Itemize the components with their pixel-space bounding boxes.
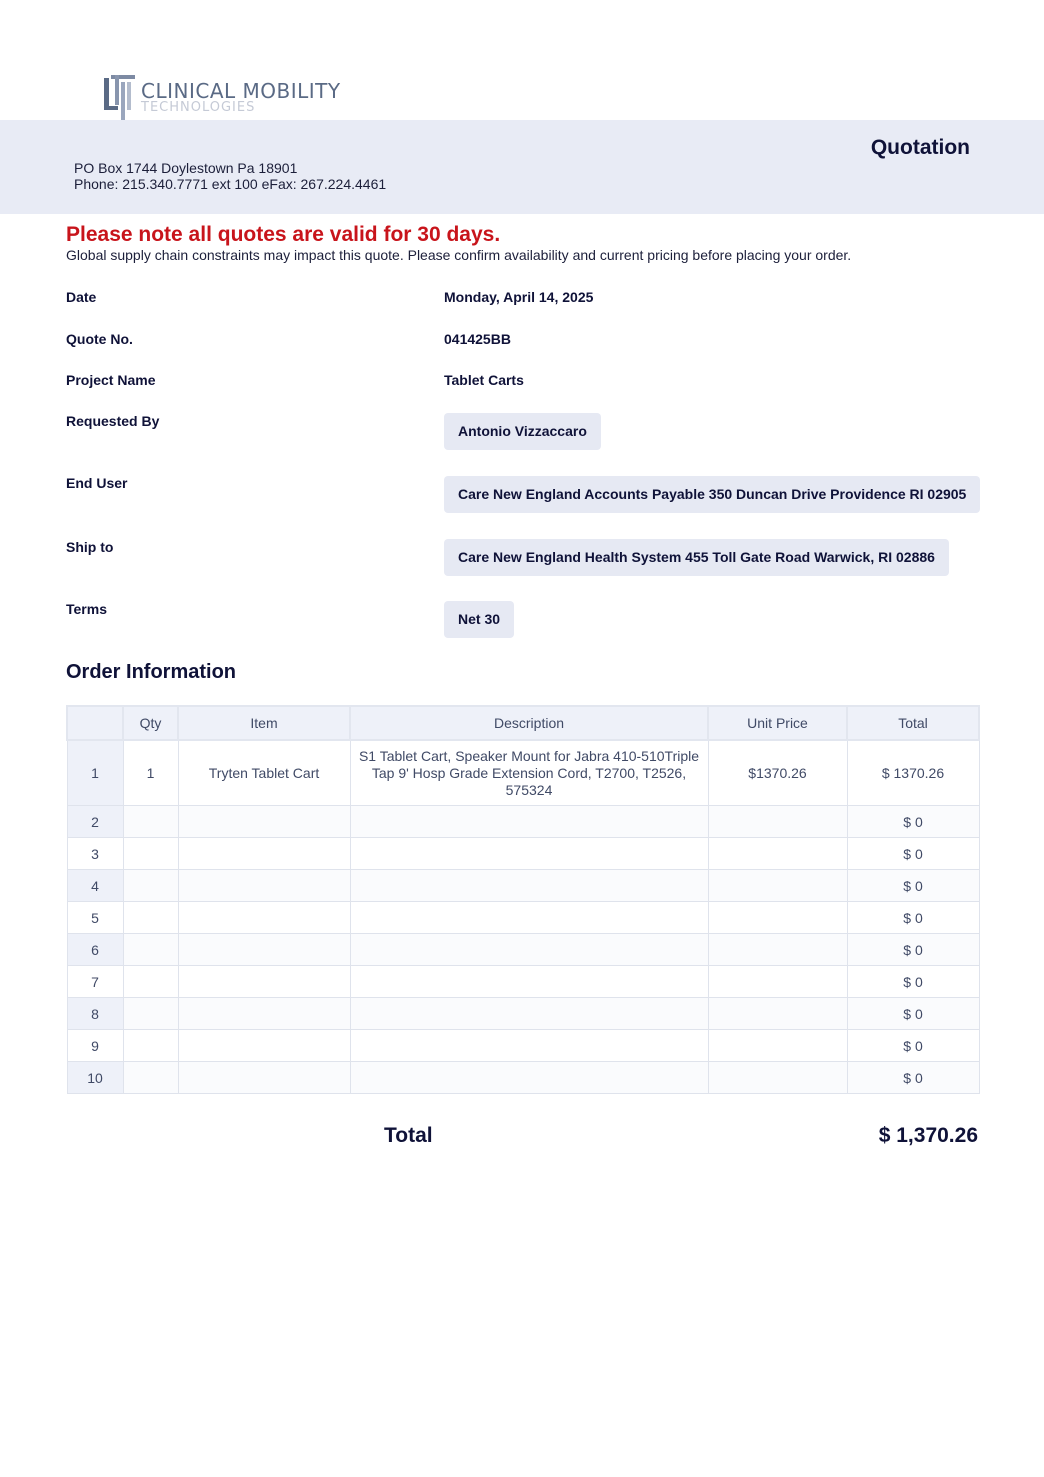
supply-chain-notice: Global supply chain constraints may impact this quote. Please confirm availability and current pricing before placing your order.: [66, 247, 852, 263]
table-row: [67, 966, 979, 998]
row-description: [350, 902, 708, 934]
row-total: $ 0: [847, 902, 979, 934]
row-total: $ 0: [847, 998, 979, 1030]
row-number: 5: [67, 902, 123, 934]
row-item: [178, 934, 350, 966]
row-qty: [123, 806, 178, 838]
date-value: Monday, April 14, 2025: [444, 289, 594, 305]
column-header-qty: Qty: [123, 706, 178, 740]
row-item: [178, 806, 350, 838]
terms-label: Terms: [66, 601, 107, 617]
table-row: [67, 1062, 979, 1094]
row-number: 7: [67, 966, 123, 998]
row-number: 1: [67, 740, 123, 806]
row-unit-price: [708, 806, 847, 838]
row-description: [350, 934, 708, 966]
row-item: [178, 1062, 350, 1094]
row-number: 2: [67, 806, 123, 838]
row-qty: 1: [123, 740, 178, 806]
column-header-number: [67, 706, 123, 740]
row-total: $ 0: [847, 1062, 979, 1094]
row-description: [350, 838, 708, 870]
row-number: 9: [67, 1030, 123, 1062]
project-name-value: Tablet Carts: [444, 372, 524, 388]
row-unit-price: $1370.26: [708, 740, 847, 806]
column-header-description: Description: [350, 706, 708, 740]
table-row: [67, 998, 979, 1030]
validity-notice: Please note all quotes are valid for 30 days.: [66, 223, 501, 246]
row-number: 6: [67, 934, 123, 966]
row-item: [178, 966, 350, 998]
row-unit-price: [708, 998, 847, 1030]
row-item: [178, 870, 350, 902]
row-qty: [123, 1062, 178, 1094]
grand-total-label: Total: [384, 1124, 433, 1147]
row-unit-price: [708, 838, 847, 870]
column-header-total: Total: [847, 706, 979, 740]
row-item: Tryten Tablet Cart: [178, 740, 350, 806]
row-total: $ 0: [847, 966, 979, 998]
date-label: Date: [66, 289, 97, 305]
row-qty: [123, 998, 178, 1030]
row-description: [350, 870, 708, 902]
project-name-label: Project Name: [66, 372, 156, 388]
row-number: 3: [67, 838, 123, 870]
row-number: 8: [67, 998, 123, 1030]
row-description: S1 Tablet Cart, Speaker Mount for Jabra 410-510Triple Tap 9' Hosp Grade Extension Cord, T2700, T2526, 575324: [350, 740, 708, 806]
table-row: [67, 934, 979, 966]
row-unit-price: [708, 934, 847, 966]
company-address: PO Box 1744 Doylestown Pa 18901: [74, 160, 298, 176]
order-section-title: Order Information: [66, 661, 237, 683]
company-contact: Phone: 215.340.7771 ext 100 eFax: 267.224.4461: [74, 176, 387, 192]
row-number: 10: [67, 1062, 123, 1094]
row-total: $ 0: [847, 806, 979, 838]
table-header-row: [67, 706, 979, 740]
table-row: [67, 870, 979, 902]
row-qty: [123, 870, 178, 902]
row-item: [178, 998, 350, 1030]
row-description: [350, 1062, 708, 1094]
table-row: [67, 740, 979, 806]
row-unit-price: [708, 902, 847, 934]
row-qty: [123, 966, 178, 998]
end-user-value: Care New England Accounts Payable 350 Duncan Drive Providence RI 02905: [444, 476, 980, 513]
row-total: $ 0: [847, 934, 979, 966]
row-unit-price: [708, 870, 847, 902]
quote-no-value: 041425BB: [444, 331, 511, 347]
table-row: [67, 838, 979, 870]
document-title: Quotation: [870, 136, 970, 159]
row-item: [178, 1030, 350, 1062]
row-number: 4: [67, 870, 123, 902]
requested-by-value: Antonio Vizzaccaro: [444, 413, 601, 450]
end-user-label: End User: [66, 475, 128, 491]
table-row: [67, 902, 979, 934]
row-qty: [123, 1030, 178, 1062]
column-header-unit-price: Unit Price: [708, 706, 847, 740]
row-item: [178, 902, 350, 934]
logo-mark-icon: [103, 74, 137, 120]
grand-total-value: $ 1,370.26: [878, 1124, 978, 1147]
row-qty: [123, 934, 178, 966]
row-total: $ 0: [847, 870, 979, 902]
row-total: $ 0: [847, 1030, 979, 1062]
row-total: $ 1370.26: [847, 740, 979, 806]
row-unit-price: [708, 966, 847, 998]
row-description: [350, 966, 708, 998]
row-qty: [123, 838, 178, 870]
table-row: [67, 1030, 979, 1062]
row-item: [178, 838, 350, 870]
row-description: [350, 1030, 708, 1062]
requested-by-label: Requested By: [66, 413, 160, 429]
terms-value: Net 30: [444, 601, 514, 638]
header-band: [0, 120, 1044, 214]
column-header-item: Item: [178, 706, 350, 740]
row-total: $ 0: [847, 838, 979, 870]
ship-to-label: Ship to: [66, 539, 114, 555]
table-row: [67, 806, 979, 838]
row-unit-price: [708, 1062, 847, 1094]
ship-to-value: Care New England Health System 455 Toll Gate Road Warwick, RI 02886: [444, 539, 949, 576]
row-qty: [123, 902, 178, 934]
company-name-subline: TECHNOLOGIES: [141, 100, 256, 115]
company-name: CLINICAL MOBILITY: [141, 79, 341, 103]
company-logo: [103, 72, 343, 120]
row-description: [350, 806, 708, 838]
row-description: [350, 998, 708, 1030]
quote-no-label: Quote No.: [66, 331, 133, 347]
row-unit-price: [708, 1030, 847, 1062]
order-table: [66, 705, 980, 1094]
